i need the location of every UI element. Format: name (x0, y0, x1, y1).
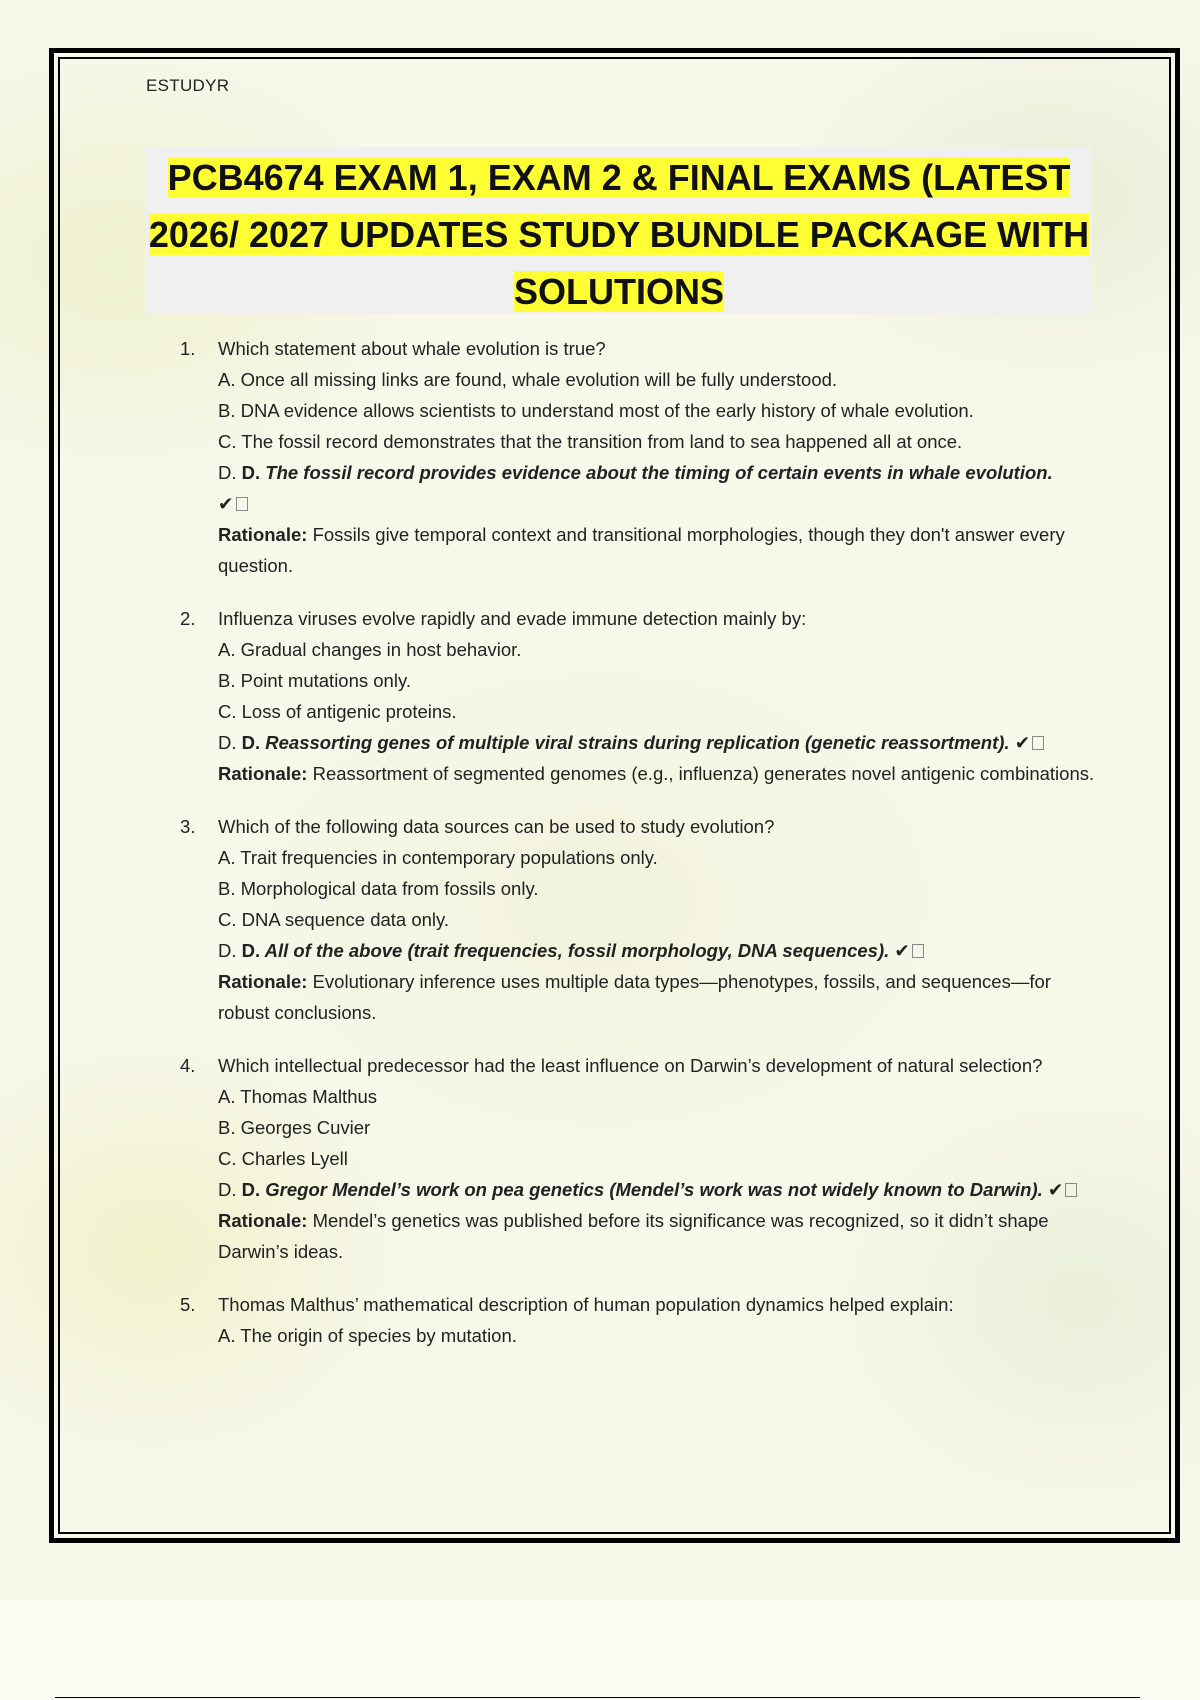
box-icon (1032, 736, 1044, 750)
rationale (218, 966, 1100, 1028)
question-number: 4. (180, 1055, 196, 1076)
rationale (218, 758, 1100, 789)
answer-text: All of the above (trait frequencies, fossil morphology, DNA sequences). (264, 940, 890, 961)
question-number: 2. (180, 608, 196, 629)
option-b: B. Morphological data from fossils only. (218, 878, 539, 899)
question-stem: Which intellectual predecessor had the least influence on Darwin’s development of natural selection? (218, 1055, 1043, 1076)
answer-letter: D. (241, 1179, 261, 1200)
check-icon: ✔ (1014, 732, 1031, 753)
correct-answer (218, 727, 1100, 758)
rationale-label: Rationale: (218, 524, 308, 545)
answer-text: Gregor Mendel’s work on pea genetics (Mendel’s work was not widely known to Darwin). (265, 1179, 1043, 1200)
answer-prefix: D. (218, 940, 237, 961)
option-b: B. Georges Cuvier (218, 1117, 371, 1138)
answer-prefix: D. (218, 1179, 237, 1200)
question-4 (180, 1050, 1100, 1267)
option-c: C. The fossil record demonstrates that the transition from land to sea happened all at once. (218, 431, 963, 452)
check-icon: ✔ (218, 493, 234, 514)
option-c: C. Charles Lyell (218, 1148, 348, 1169)
rationale-text: Reassortment of segmented genomes (e.g., influenza) generates novel antigenic combinations. (312, 763, 1095, 784)
option-a: A. Trait frequencies in contemporary populations only. (218, 847, 658, 868)
option-a: A. Once all missing links are found, whale evolution will be fully understood. (218, 369, 838, 390)
question-3 (180, 811, 1100, 1028)
box-icon (236, 497, 248, 511)
box-icon (1065, 1183, 1077, 1197)
rationale-text: Evolutionary inference uses multiple data types—phenotypes, fossils, and sequences—for robust conclusions. (218, 971, 1051, 1023)
rationale-text: Mendel’s genetics was published before its significance was recognized, so it didn’t shape Darwin’s ideas. (218, 1210, 1049, 1262)
option-a: A. The origin of species by mutation. (218, 1325, 517, 1346)
answer-prefix: D. (218, 732, 237, 753)
title-line-3 (146, 263, 1092, 320)
question-5 (180, 1289, 1100, 1351)
option-b: B. Point mutations only. (218, 670, 411, 691)
option-b: B. DNA evidence allows scientists to understand most of the early history of whale evolution. (218, 400, 974, 421)
question-stem: Influenza viruses evolve rapidly and evade immune detection mainly by: (218, 608, 807, 629)
question-number: 3. (180, 816, 196, 837)
title-line-2-text: 2026/ 2027 UPDATES STUDY BUNDLE PACKAGE WITH (148, 214, 1090, 255)
question-list (180, 333, 1100, 1373)
answer-text: Reassorting genes of multiple viral strains during replication (genetic reassortment). (265, 732, 1010, 753)
brand-label: ESTUDYR (146, 76, 230, 95)
title-line-3-text: SOLUTIONS (513, 271, 724, 312)
question-stem: Which of the following data sources can be used to study evolution? (218, 816, 775, 837)
option-a: A. Gradual changes in host behavior. (218, 639, 522, 660)
question-number: 5. (180, 1294, 196, 1315)
answer-text: The fossil record provides evidence about the timing of certain events in whale evolution. (265, 462, 1053, 483)
bottom-rule (55, 1697, 1140, 1698)
answer-letter: D. (241, 462, 261, 483)
rationale (218, 1205, 1100, 1267)
correct-answer (218, 935, 1100, 966)
title-line-1 (146, 149, 1092, 206)
box-icon (912, 944, 924, 958)
rationale-text: Fossils give temporal context and transitional morphologies, though they don't answer every question. (218, 524, 1065, 576)
option-c: C. DNA sequence data only. (218, 909, 450, 930)
correct-answer (218, 1174, 1100, 1205)
answer-letter: D. (241, 732, 261, 753)
check-icon: ✔ (1047, 1179, 1064, 1200)
title-line-1-text: PCB4674 EXAM 1, EXAM 2 & FINAL EXAMS (LATEST (167, 157, 1071, 198)
rationale-label: Rationale: (218, 763, 308, 784)
title-line-2 (146, 206, 1092, 263)
option-c: C. Loss of antigenic proteins. (218, 701, 457, 722)
correct-answer (218, 457, 1100, 519)
rationale (218, 519, 1100, 581)
question-2 (180, 603, 1100, 789)
question-stem: Thomas Malthus’ mathematical description of human population dynamics helped explain: (218, 1294, 954, 1315)
rationale-label: Rationale: (218, 1210, 308, 1231)
question-stem: Which statement about whale evolution is true? (218, 338, 606, 359)
answer-letter: D. (241, 940, 261, 961)
question-1 (180, 333, 1100, 581)
answer-prefix: D. (218, 462, 237, 483)
document-title (146, 147, 1092, 314)
question-number: 1. (180, 338, 196, 359)
check-icon: ✔ (894, 940, 910, 961)
option-a: A. Thomas Malthus (218, 1086, 378, 1107)
rationale-label: Rationale: (218, 971, 308, 992)
